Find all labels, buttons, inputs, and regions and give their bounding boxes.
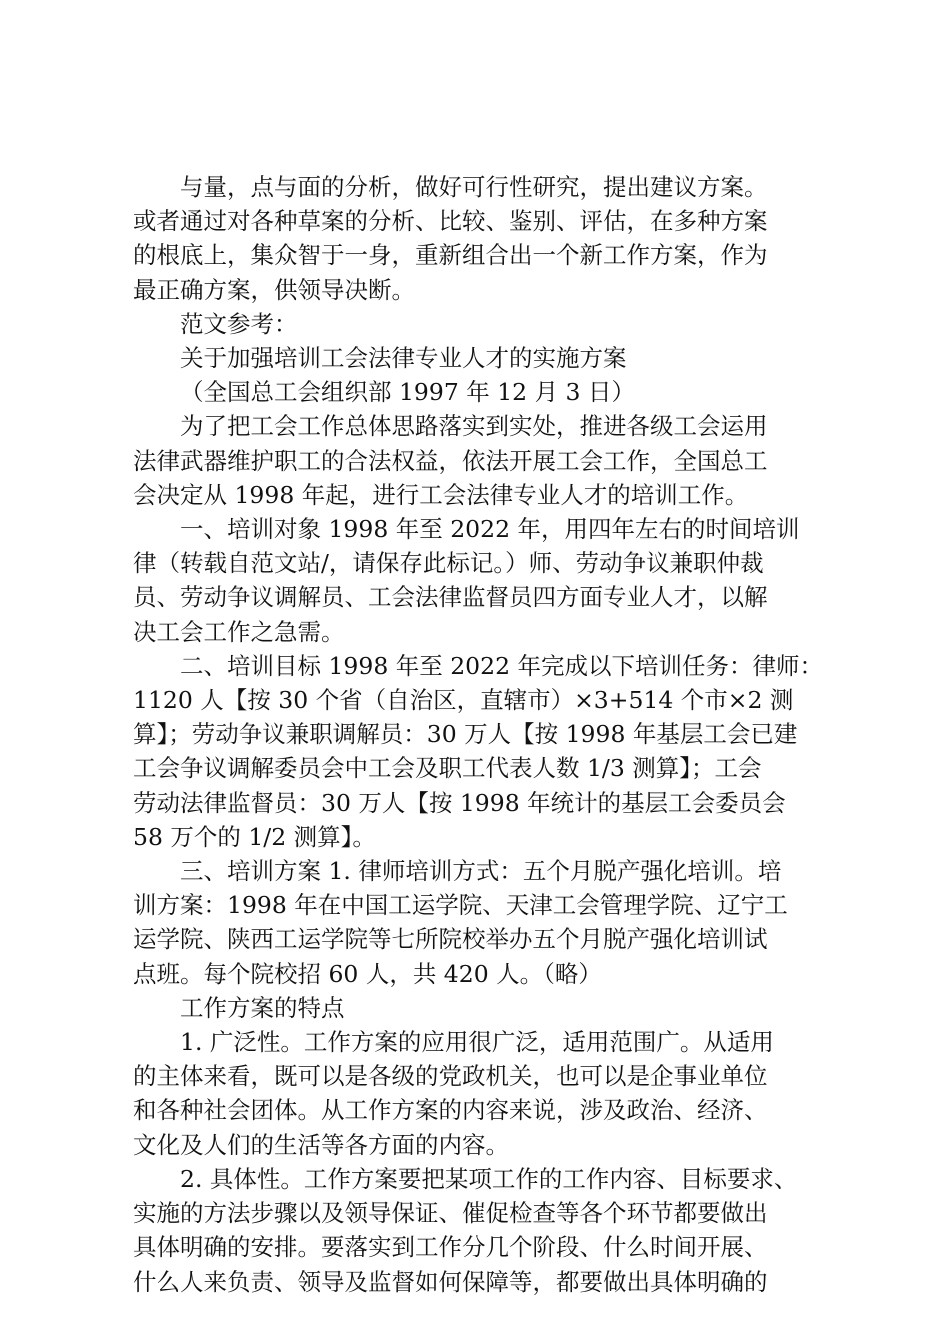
reference-heading: 范文参考：	[180, 309, 298, 338]
document-issuer-date: （全国总工会组织部 1997 年 12 月 3 日）	[180, 378, 635, 407]
section-heading-features: 工作方案的特点	[180, 993, 345, 1022]
paragraph-training-plan: 三、培训方案 1. 律师培训方式：五个月脱产强化培训。培 训方案：1998 年在中国工运学院、天津工会管理学院、辽宁工 运学院、陕西工运学院等七所院校举办五个月脱产强化培训试 点班。每个院校招 60 人，共 420 人。（略）	[133, 857, 788, 988]
paragraph-continuation: 与量，点与面的分析，做好可行性研究，提出建议方案。 或者通过对各种草案的分析、比较、鉴别、评估，在多种方案 的根底上，集众智于一身，重新组合出一个新工作方案，作为 最正确方案，供领导决断。	[133, 173, 768, 304]
paragraph-training-goals: 二、培训目标 1998 年至 2022 年完成以下培训任务：律师： 1120 人【按 30 个省（自治区，直辖市）×3+514 个市×2 测 算】；劳动争议兼职调解员：30 万人【按 1998 年基层工会已建 工会争议调解委员会中工会及职工代表人数 1/3 测算】；工会 劳动法律监督员：30 万人【按 1998 年统计的基层工会委员会 58 万个的 1/2 测算】。	[133, 651, 823, 851]
paragraph-feature-breadth: 1. 广泛性。工作方案的应用很广泛，适用范围广。从适用 的主体来看，既可以是各级的党政机关，也可以是企事业单位 和各种社会团体。从工作方案的内容来说，涉及政治、经济、 文化及人们的生活等各方面的内容。	[133, 1028, 774, 1159]
document-page	[133, 170, 833, 1299]
paragraph-intro: 为了把工会工作总体思路落实到实处，推进各级工会运用 法律武器维护职工的合法权益，依法开展工会工作，全国总工 会决定从 1998 年起，进行工会法律专业人才的培训工作。	[133, 412, 768, 509]
paragraph-feature-specificity: 2. 具体性。工作方案要把某项工作的工作内容、目标要求、 实施的方法步骤以及领导保证、催促检查等各个环节都要做出 具体明确的安排。要落实到工作分几个阶段、什么时间开展、 什么人来负责、领导及监督如何保障等，都要做出具体明确的	[133, 1164, 798, 1296]
paragraph-training-targets: 一、培训对象 1998 年至 2022 年，用四年左右的时间培训 律（转载自范文站/，请保存此标记。）师、劳动争议兼职仲裁 员、劳动争议调解员、工会法律监督员四方面专业人才，以解 决工会工作之急需。	[133, 515, 800, 646]
document-title: 关于加强培训工会法律专业人才的实施方案	[180, 344, 627, 373]
